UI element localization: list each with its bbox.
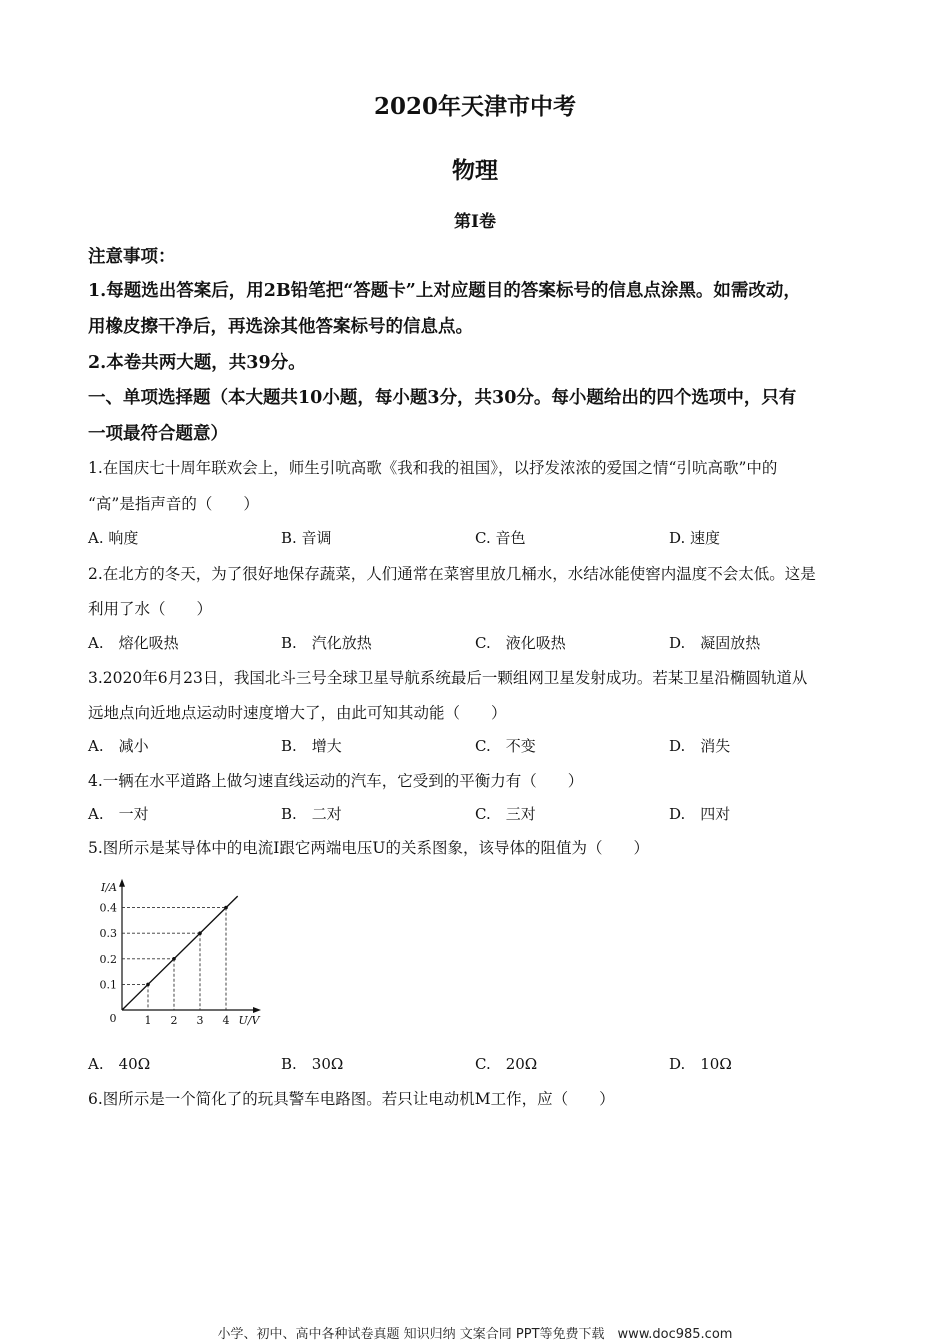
series-line [122, 896, 238, 1010]
data-point-3 [198, 931, 202, 935]
data-point-1 [146, 983, 150, 987]
option-d: D. 凝固放热 [669, 634, 761, 652]
option-a: A. 熔化吸热 [88, 634, 179, 652]
option-c: C. 音色 [475, 529, 526, 547]
question-2-options [88, 632, 868, 654]
y-tick-label-0.4: 0.4 [99, 901, 117, 915]
question-4-line-1: 4.一辆在水平道路上做匀速直线运动的汽车，它受到的平衡力有（ ） [88, 772, 584, 790]
exam-title: 2020年天津市中考 [373, 93, 576, 120]
y-tick-label-0.3: 0.3 [99, 927, 117, 941]
x-tick-label-1: 1 [144, 1014, 152, 1027]
question-5-line-1: 5.图所示是某导体中的电流I跟它两端电压U的关系图象，该导体的阻值为（ ） [88, 839, 649, 857]
notice-item-2: 2.本卷共两大题，共39分。 [88, 353, 306, 373]
volume-label: 第I卷 [454, 212, 496, 232]
notice-item-1-line-1: 1.每题选出答案后，用2B铅笔把“答题卡”上对应题目的答案标号的信息点涂黑。如需改动， [88, 281, 801, 301]
section-1-heading-line-2: 一项最符合题意） [88, 424, 228, 444]
notice-item-1-line-2: 用橡皮擦干净后，再选涂其他答案标号的信息点。 [88, 317, 473, 337]
option-c: C. 20Ω [475, 1055, 538, 1073]
current-voltage-graph [92, 868, 292, 1033]
option-b: B. 音调 [281, 529, 332, 547]
question-6-line-1: 6.图所示是一个简化了的玩具警车电路图。若只让电动机M工作，应（ ） [88, 1090, 615, 1108]
option-a: A. 40Ω [88, 1055, 151, 1073]
y-axis-arrow [119, 879, 125, 887]
origin-label: 0 [109, 1012, 117, 1025]
data-point-4 [224, 906, 228, 910]
y-axis-label: I/A [101, 880, 117, 894]
y-tick-label-0.2: 0.2 [99, 952, 117, 966]
y-tick-label-0.1: 0.1 [99, 978, 117, 992]
question-2-line-2: 利用了水（ ） [88, 600, 213, 618]
question-2-line-1: 2.在北方的冬天，为了很好地保存蔬菜，人们通常在菜窖里放几桶水，水结冰能使窖内温度不会太低。这是 [88, 565, 816, 583]
question-1-line-1: 1.在国庆七十周年联欢会上，师生引吭高歌《我和我的祖国》，以抒发浓浓的爱国之情“引吭高歌”中的 [88, 459, 778, 477]
option-a: A. 减小 [88, 737, 149, 755]
x-axis-label: U/V [238, 1014, 260, 1027]
question-1-options [88, 527, 868, 549]
x-tick-label-2: 2 [170, 1014, 178, 1027]
option-c: C. 三对 [475, 805, 536, 823]
option-c: C. 液化吸热 [475, 634, 566, 652]
option-a: A. 响度 [88, 529, 139, 547]
option-b: B. 汽化放热 [281, 634, 372, 652]
question-3-line-2: 远地点向近地点运动时速度增大了，由此可知其动能（ ） [88, 704, 507, 722]
option-a: A. 一对 [88, 805, 149, 823]
option-d: D. 10Ω [669, 1055, 732, 1073]
question-5-options [88, 1053, 868, 1075]
notice-heading: 注意事项： [88, 247, 176, 267]
option-b: B. 二对 [281, 805, 342, 823]
x-tick-label-3: 3 [196, 1014, 204, 1027]
x-tick-label-4: 4 [222, 1014, 230, 1027]
question-1-line-2: “高”是指声音的（ ） [88, 495, 259, 513]
question-3-options [88, 735, 868, 757]
question-4-options [88, 803, 868, 825]
question-3-line-1: 3.2020年6月23日，我国北斗三号全球卫星导航系统最后一颗组网卫星发射成功。若某卫星沿椭圆轨道从 [88, 669, 808, 687]
option-d: D. 速度 [669, 529, 721, 547]
option-b: B. 增大 [281, 737, 342, 755]
section-1-heading-line-1: 一、单项选择题（本大题共10小题，每小题3分，共30分。每小题给出的四个选项中，只有 [88, 388, 797, 408]
option-d: D. 四对 [669, 805, 731, 823]
subject-title: 物理 [452, 157, 498, 184]
page-footer: 小学、初中、高中各种试卷真题 知识归纳 文案合同 PPT等免费下载 www.doc985.com [217, 1327, 733, 1342]
x-axis-arrow [253, 1007, 261, 1013]
option-c: C. 不变 [475, 737, 536, 755]
option-d: D. 消失 [669, 737, 731, 755]
data-point-2 [172, 957, 176, 961]
option-b: B. 30Ω [281, 1055, 344, 1073]
